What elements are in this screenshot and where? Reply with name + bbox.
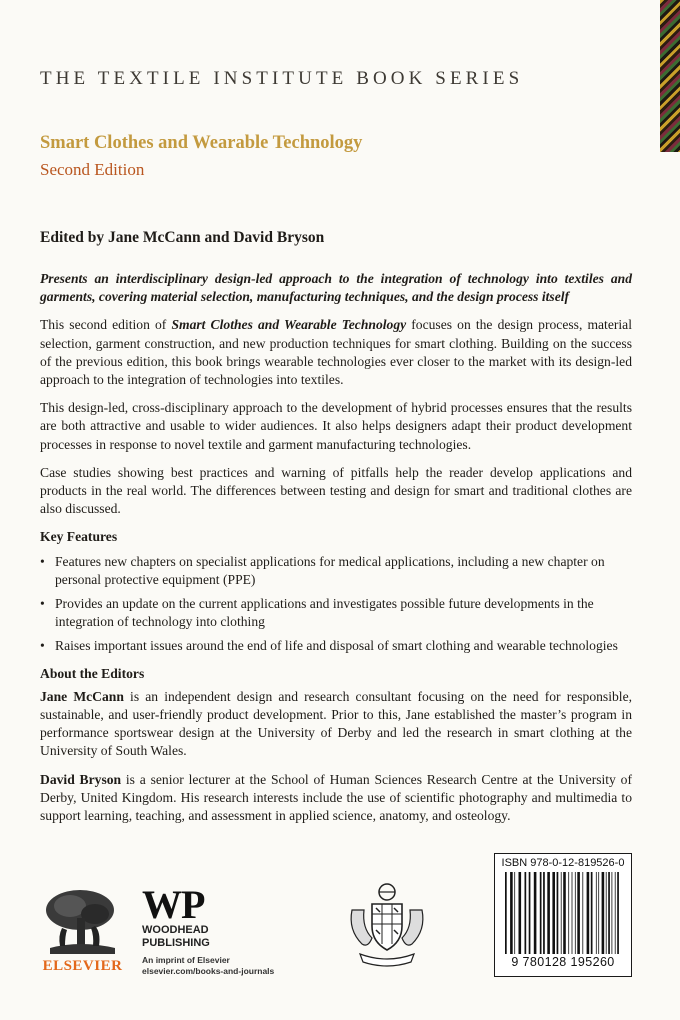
- book-edition: Second Edition: [40, 160, 145, 179]
- barcode-bar: [612, 872, 613, 954]
- editor-name: David Bryson: [40, 771, 122, 787]
- p1-title: Smart Clothes and Wearable Technology: [171, 317, 407, 333]
- paragraph-3: Case studies showing best practices and warning of pitfalls help the reader develop applications and products in the real world. The differences between testing and design for smart and traditional clothes are also discussed.: [40, 464, 632, 517]
- paragraph-2: This design-led, cross-disciplinary approach to the development of hybrid processes ensures that the results are both attractive and usable to wider audiences. It also helps designers adapt their product development processes in response to novel textile and garment manufacturing technologies.: [40, 400, 632, 452]
- editor-bio-text: is an independent design and research consultant focusing on the need for responsible, sustainable, and user-friendly product development. Prior to this, Jane established the master’s program in performance sportswear design at the University of Derby and led the research in smart clothing at the University of South Wales.: [40, 688, 633, 759]
- barcode-bar: [615, 872, 616, 954]
- barcode-bar: [552, 872, 555, 954]
- barcode-bar: [598, 872, 599, 954]
- bullet-icon: •: [40, 596, 45, 612]
- list-item: [40, 553, 632, 589]
- key-features-list: [40, 553, 632, 656]
- barcode-bar: [591, 872, 593, 954]
- barcode-bar: [608, 872, 610, 954]
- barcode-bar: [557, 872, 559, 954]
- barcode-bar: [596, 872, 597, 954]
- list-item: [40, 595, 632, 631]
- barcode-bar: [568, 872, 569, 954]
- list-item-text: Features new chapters on specialist applications for medical applications, including a new chapter on personal protective equipment (PPE): [55, 553, 605, 587]
- imprint-line: An imprint of Elsevier: [142, 955, 230, 965]
- p1-before: This second edition of: [40, 317, 172, 333]
- barcode-bar: [575, 872, 576, 954]
- barcode-bar: [563, 872, 566, 954]
- barcode-bar: [540, 872, 542, 954]
- barcode-bar: [547, 872, 550, 954]
- barcode-bar: [534, 872, 537, 954]
- woodhead-line-1: WOODHEAD: [142, 924, 209, 936]
- barcode-bar: [519, 872, 522, 954]
- barcode-bar: [525, 872, 527, 954]
- barcode-bar: [510, 872, 513, 954]
- editor-bio-text: is a senior lecturer at the School of Human Sciences Research Centre at the University of Derby, United Kingdom. His research interests include the use of scientific photography and multimedia to support learning, teaching, and assessment in applied science, anatomy, and osteology.: [40, 771, 632, 824]
- barcode-bar: [577, 872, 580, 954]
- lead-paragraph: Presents an interdisciplinary design-led approach to the integration of technology into textiles and garments, covering material selection, manufacturing techniques, and the design process itself: [40, 271, 632, 305]
- p1-after: focuses on the design process, material selection, garment construction, and new production techniques for smart clothing. Building on the success of the previous edition, this book brings wearable technologies ever closer to the market with its design-led approach to the integration of technologies into textiles.: [40, 317, 632, 388]
- series-title: THE TEXTILE INSTITUTE BOOK SERIES: [40, 68, 524, 89]
- barcode-bar: [606, 872, 607, 954]
- list-item: [40, 637, 632, 655]
- barcode-digits: 9 780128 195260: [511, 955, 615, 969]
- about-editors-heading: About the Editors: [40, 665, 145, 681]
- barcode: [494, 853, 632, 977]
- barcode-icon: [505, 872, 621, 954]
- paragraph-1: [40, 316, 632, 389]
- barcode-bar: [543, 872, 545, 954]
- editors-line: Edited by Jane McCann and David Bryson: [40, 229, 325, 246]
- blurb: [40, 270, 632, 835]
- bullet-icon: •: [40, 638, 45, 654]
- barcode-bar: [529, 872, 531, 954]
- barcode-bar: [572, 872, 573, 954]
- editor-name: Jane McCann: [40, 688, 124, 704]
- bullet-icon: •: [40, 553, 45, 569]
- stripe-pattern-icon: [660, 0, 680, 152]
- elsevier-url: elsevier.com/books-and-journals: [142, 966, 275, 976]
- list-item-text: Provides an update on the current applications and investigates possible future developments in the integration of technology into clothing: [55, 596, 594, 630]
- barcode-bar: [587, 872, 590, 954]
- barcode-bar: [582, 872, 583, 954]
- barcode-bar: [602, 872, 605, 954]
- woodhead-line-2: PUBLISHING: [142, 937, 210, 949]
- key-features-heading: Key Features: [40, 529, 118, 545]
- book-title: Smart Clothes and Wearable Technology: [40, 133, 363, 153]
- editor-bio-bryson: [40, 771, 632, 826]
- barcode-bar: [505, 872, 507, 954]
- isbn-label: ISBN 978-0-12-819526-0: [501, 857, 625, 869]
- woodhead-publishing-label: [142, 924, 210, 950]
- imprint-text: [142, 955, 274, 977]
- list-item-text: Raises important issues around the end of life and disposal of smart clothing and wearable technologies: [55, 638, 618, 654]
- barcode-bar: [617, 872, 619, 954]
- crest-icon: [346, 880, 428, 970]
- barcode-bar: [561, 872, 562, 954]
- editor-bio-mccann: [40, 688, 632, 761]
- elsevier-wordmark: ELSEVIER: [42, 958, 123, 974]
- wp-logo-icon: WP: [142, 882, 205, 927]
- barcode-bar: [514, 872, 515, 954]
